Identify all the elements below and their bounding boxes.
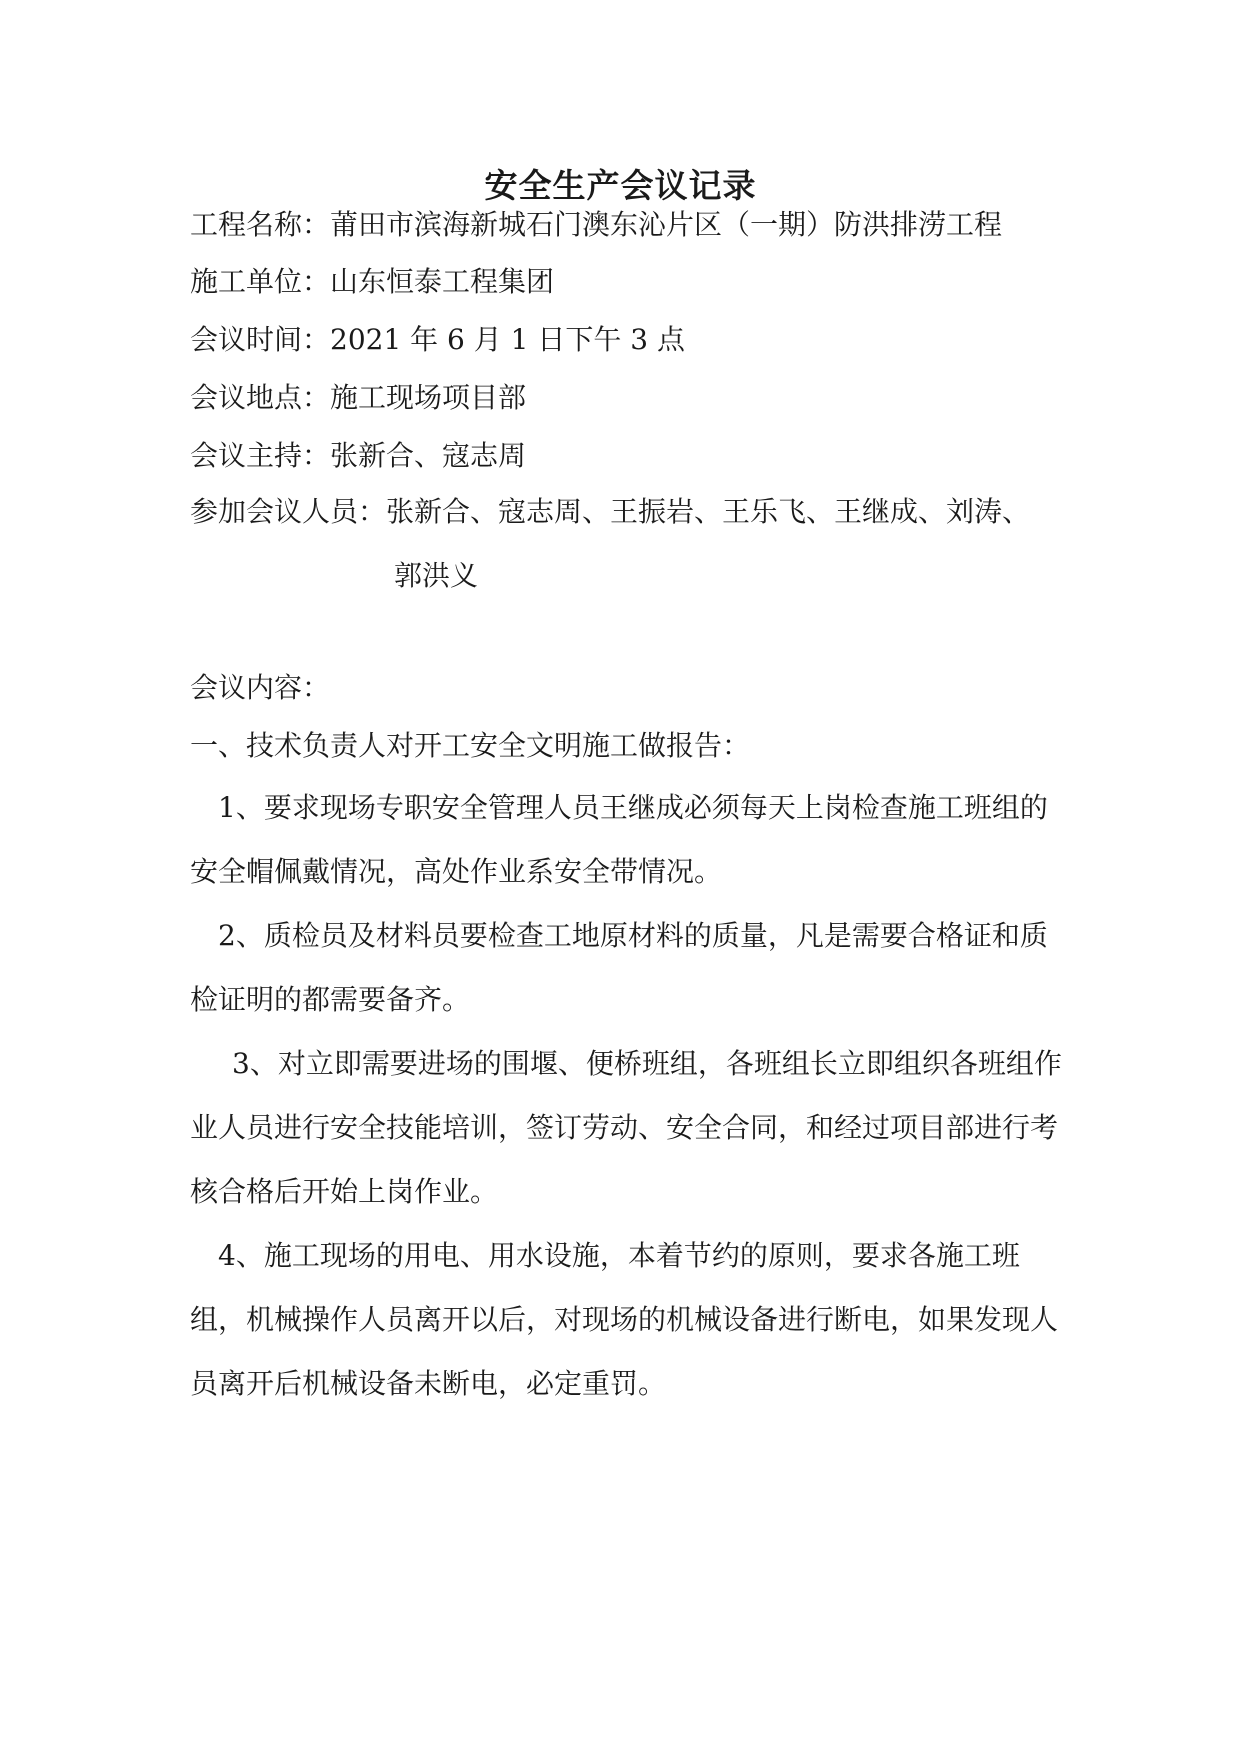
attendees-line-1: 张新合、寇志周、王振岩、王乐飞、王继成、刘涛、 <box>386 495 1031 528</box>
item-2: 2、质检员及材料员要检查工地原材料的质量，凡是需要合格证和质检证明的都需要备齐。 <box>190 919 1048 1016</box>
content-heading: 会议内容： <box>190 671 331 704</box>
item-4: 4、施工现场的用电、用水设施，本着节约的原则，要求各施工班组，机械操作人员离开以后，对现场的机械设备进行断电，如果发现人员离开后机械设备未断电，必定重罚。 <box>190 1239 1059 1400</box>
attendees-field <box>190 480 1090 608</box>
document-title: 安全生产会议记录 <box>484 166 757 205</box>
attendees-line-2: 郭洪义 <box>394 559 479 592</box>
construction-unit-field: 施工单位：山东恒泰工程集团 <box>190 265 555 298</box>
project-name-field: 工程名称：莆田市滨海新城石门澳东沁片区（一期）防洪排涝工程 <box>190 208 1003 241</box>
section-1-heading: 一、技术负责人对开工安全文明施工做报告： <box>190 729 751 762</box>
meeting-place-field: 会议地点：施工现场项目部 <box>190 381 527 414</box>
item-3: 3、对立即需要进场的围堰、便桥班组，各班组长立即组织各班组作业人员进行安全技能培训，签订劳动、安全合同，和经过项目部进行考核合格后开始上岗作业。 <box>190 1047 1062 1208</box>
meeting-time-field: 会议时间：2021 年 6 月 1 日下午 3 点 <box>190 323 686 356</box>
meeting-host-field: 会议主持：张新合、寇志周 <box>190 439 527 472</box>
attendees-label: 参加会议人员： <box>190 495 387 528</box>
item-1: 1、要求现场专职安全管理人员王继成必须每天上岗检查施工班组的安全帽佩戴情况，高处作业系安全带情况。 <box>190 791 1048 888</box>
